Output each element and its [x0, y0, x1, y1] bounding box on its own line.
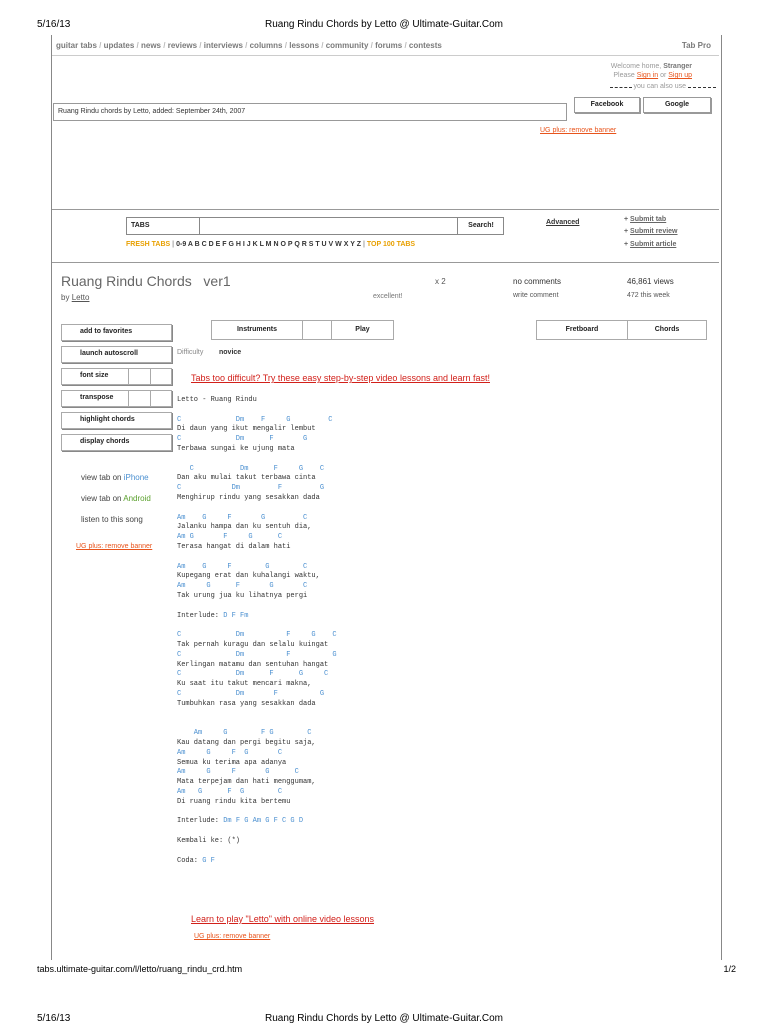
chord-line: C Dm F G [177, 435, 308, 444]
sign-up-link[interactable]: Sign up [668, 72, 692, 79]
chord-line: C Dm F G [177, 690, 325, 698]
difficulty-label: Difficulty [177, 349, 204, 356]
fretboard-button[interactable]: Fretboard [536, 320, 628, 340]
nav-guitar-tabs[interactable]: guitar tabs [56, 41, 97, 50]
letter-links[interactable]: 0-9 A B C D E F G H I J K L M N O P Q R S T U V W X Y Z [176, 241, 361, 248]
chord-line: C Dm F G C [177, 415, 333, 424]
play-button[interactable]: Play [331, 320, 394, 340]
video-lessons-promo-link[interactable]: Tabs too difficult? Try these easy step-by-step video lessons and learn fast! [191, 373, 490, 383]
facebook-button[interactable]: Facebook [574, 97, 640, 113]
nav-columns[interactable]: columns [249, 41, 283, 50]
chord-line: C Dm F G C [177, 464, 325, 473]
chord-sequence: Dm F G Am G F C G D [223, 817, 304, 826]
lyric-line: Tumbuhkan rasa yang sesakkan dada [177, 699, 316, 708]
section-line: Interlude: Dm F G Am G F C G D [177, 817, 304, 826]
lyric-line: Di ruang rindu kita bertemu [177, 797, 291, 806]
next-print-title: Ruang Rindu Chords by Letto @ Ultimate-Guitar.Com [264, 1013, 504, 1024]
transpose-up[interactable] [150, 391, 171, 406]
lyric-line: Jalanku hampa dan ku sentuh dia, [177, 523, 312, 532]
lyric-line: Kembali ke: (*) [177, 837, 241, 845]
display-chords-button[interactable]: display chords [61, 434, 172, 451]
nav-forums[interactable]: forums [375, 41, 403, 50]
nav-interviews[interactable]: interviews [203, 41, 243, 50]
android-link[interactable]: view tab on Android [81, 494, 151, 503]
nav-contests[interactable]: contests [408, 41, 442, 50]
nav-reviews[interactable]: reviews [167, 41, 198, 50]
nav-updates[interactable]: updates [103, 41, 135, 50]
lyric-line: Semua ku terima apa adanya [177, 758, 287, 767]
lyric-line: Dan aku mulai takut terbawa cinta [177, 474, 316, 483]
instruments-button[interactable]: Instruments [211, 320, 303, 340]
lyric-line: Terasa hangat di dalam hati [177, 543, 291, 551]
lyric-line: Di daun yang ikut mengalir lembut [177, 425, 316, 434]
font-size-decrease[interactable] [128, 369, 149, 384]
lyric-line: Tak urung jua ku lihatnya pergi [177, 592, 308, 600]
chord-line: Am G F G C [177, 582, 308, 591]
nav-tab-pro[interactable]: Tab Pro [681, 41, 711, 50]
lyric-line: Ku saat itu takut mencari makna, [177, 680, 312, 689]
song-artist: by Letto [61, 293, 90, 302]
chord-line: C Dm F G C [177, 631, 337, 640]
section-line: Interlude: D F Fm [177, 611, 249, 620]
nav-lessons[interactable]: lessons [289, 41, 320, 50]
lyric-line: Mata terpejam dan hati menggumam, [177, 778, 316, 787]
bottom-remove-banner-link[interactable]: UG plus: remove banner [194, 933, 271, 940]
iphone-link[interactable]: view tab on iPhone [81, 473, 149, 482]
chord-line: Am G F G C [177, 788, 283, 796]
lyric-line: Menghirup rindu yang sesakkan dada [177, 494, 320, 502]
top-nav [52, 36, 719, 56]
lyric-line: Terbawa sungai ke ujung mata [177, 445, 295, 453]
remove-banner-link[interactable]: UG plus: remove banner [540, 127, 617, 134]
divider [52, 209, 719, 210]
chord-line: C Dm F G C [177, 670, 329, 679]
launch-autoscroll-button[interactable]: launch autoscroll [61, 346, 172, 363]
font-size-button[interactable]: font size [61, 368, 172, 385]
write-comment-link[interactable]: write comment [513, 292, 559, 299]
instruments-toggle[interactable] [302, 320, 332, 340]
search-button[interactable]: Search! [457, 218, 504, 234]
print-date: 5/16/13 [37, 19, 71, 30]
page-frame [51, 35, 722, 960]
song-title: Ruang Rindu Chords ver1 [61, 273, 231, 289]
chord-line: C Dm F G [177, 650, 337, 659]
print-title: Ruang Rindu Chords by Letto @ Ultimate-Guitar.Com [264, 19, 504, 30]
artist-link[interactable]: Letto [71, 293, 90, 302]
chord-line: Am G F G C [177, 748, 283, 757]
search-box [126, 217, 504, 235]
nav-news[interactable]: news [140, 41, 161, 50]
transpose-button[interactable]: transpose [61, 390, 172, 407]
breadcrumb: Ruang Rindu chords by Letto, added: September 24th, 2007 [53, 103, 567, 121]
next-print-date: 5/16/13 [37, 1013, 71, 1024]
rating-count: x 2 [435, 277, 446, 286]
chord-line: Am G F G C [177, 562, 308, 571]
google-button[interactable]: Google [643, 97, 711, 113]
print-url: tabs.ultimate-guitar.com/l/letto/ruang_rindu_crd.htm [37, 964, 243, 974]
views-count: 46,861 views [627, 277, 674, 286]
font-size-increase[interactable] [150, 369, 171, 384]
print-page-number: 1/2 [723, 964, 736, 974]
rating-text: excellent! [373, 293, 403, 300]
chord-line: C Dm F G [177, 484, 325, 493]
chord-line: Am G F G C [177, 513, 308, 522]
sidebar-remove-banner-link[interactable]: UG plus: remove banner [76, 543, 153, 550]
listen-link[interactable]: listen to this song [81, 515, 143, 524]
search-type-select[interactable]: TABS [127, 218, 200, 234]
lyric-line: Letto - Ruang Rindu [177, 396, 257, 404]
search-input[interactable] [201, 218, 457, 234]
lyric-line: Kupegang erat dan kuhalangi waktu, [177, 572, 320, 581]
section-line: Coda: G F [177, 856, 215, 865]
lesson-link[interactable]: Learn to play "Letto" with online video lessons [191, 914, 375, 924]
lyric-line: Tak pernah kuragu dan selalu kuingat [177, 641, 329, 649]
nav-links: guitar tabs / updates / news / reviews / interviews / columns / lessons / community / forums / contests [56, 41, 442, 50]
difficulty-value: novice [219, 349, 242, 356]
chord-line: Am G F G C [177, 768, 299, 777]
highlight-chords-button[interactable]: highlight chords [61, 412, 172, 429]
login-also: you can also use [516, 83, 716, 90]
week-views: 472 this week [627, 292, 670, 299]
add-to-favorites-button[interactable]: add to favorites [61, 324, 172, 341]
chord-sequence: G F [202, 856, 215, 865]
transpose-down[interactable] [128, 391, 149, 406]
submit-tab-link[interactable]: + Submit tab [624, 216, 667, 223]
top100-link[interactable]: TOP 100 TABS [366, 241, 416, 248]
lyric-line: Kau datang dan pergi begitu saja, [177, 739, 316, 747]
login-prompt: Please Sign in or Sign up [613, 72, 692, 79]
lyric-line: Kerlingan matamu dan sentuhan hangat [177, 660, 329, 669]
advanced-search-link[interactable]: Advanced [546, 219, 580, 226]
comments-count: no comments [513, 277, 562, 286]
submit-review-link[interactable]: + Submit review [624, 228, 678, 235]
chord-line: Am G F G C [177, 533, 283, 542]
chord-sequence: D F Fm [223, 611, 249, 620]
divider [52, 262, 719, 263]
nav-community[interactable]: community [325, 41, 369, 50]
submit-article-link[interactable]: + Submit article [624, 241, 677, 248]
chord-line: Am G F G C [177, 729, 312, 738]
login-welcome: Welcome home, Stranger [610, 63, 692, 70]
sign-in-link[interactable]: Sign in [636, 72, 659, 79]
chords-button[interactable]: Chords [627, 320, 707, 340]
fresh-tabs-link[interactable]: FRESH TABS [126, 241, 171, 248]
letter-index: FRESH TABS | 0-9 A B C D E F G H I J K L M N O P Q R S T U V W X Y Z | TOP 100 TABS [126, 241, 416, 248]
